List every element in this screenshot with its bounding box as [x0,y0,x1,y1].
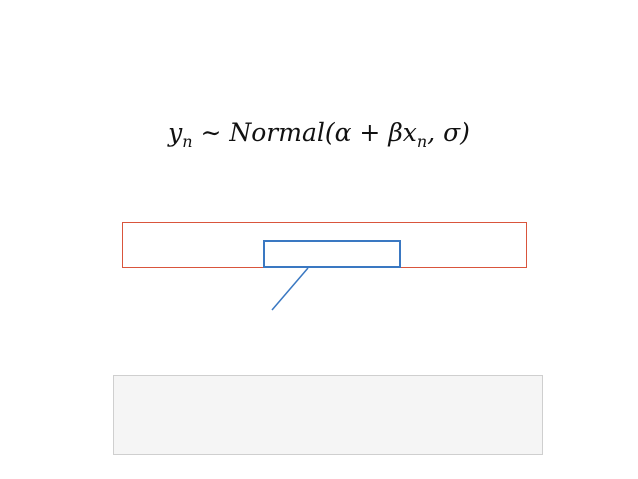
code-block-simplified [113,375,543,455]
formula-text: $y_n$ ∼ Normal(α + $\beta x_n$, σ) [168,118,470,151]
